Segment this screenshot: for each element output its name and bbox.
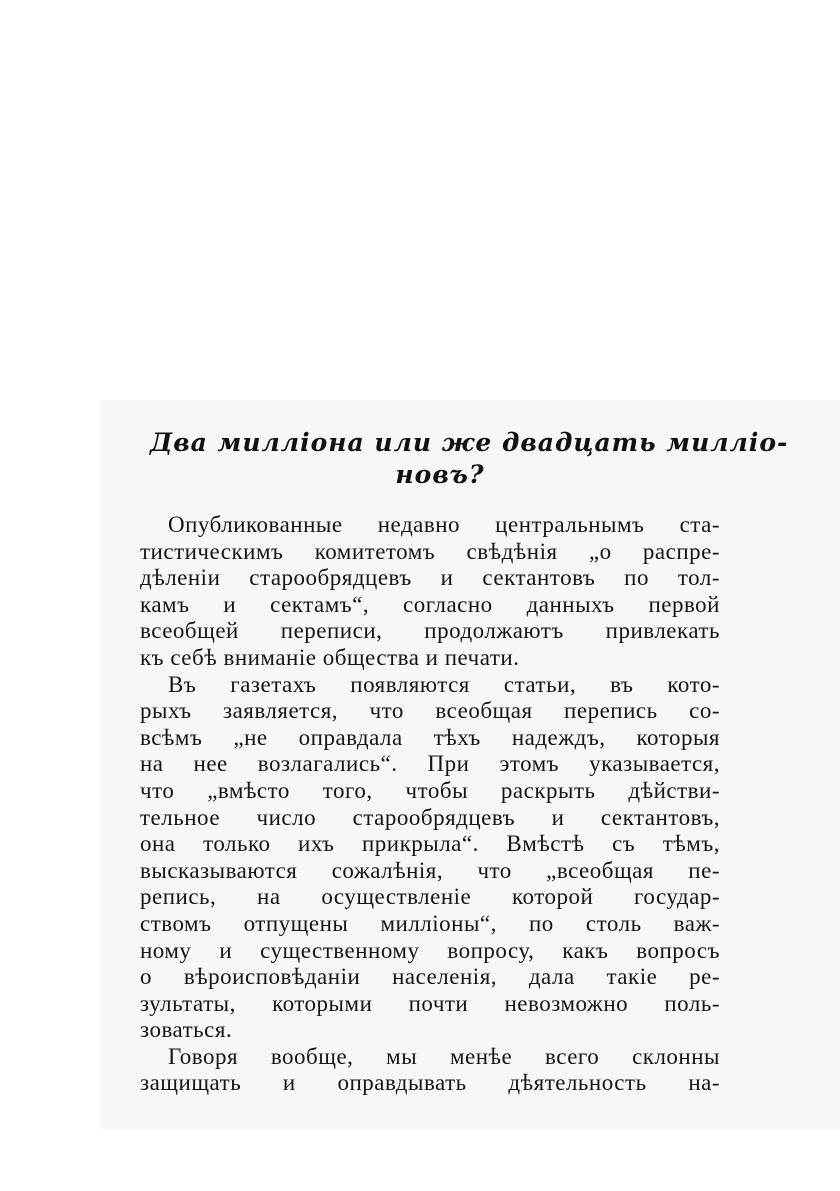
text-line: ствомъ отпущены милліоны“, по столь важ-	[140, 910, 720, 936]
text-line: она только ихъ прикрыла“. Вмѣстѣ съ тѣмъ,	[140, 831, 720, 857]
paragraph-1	[140, 512, 720, 672]
title-line-2: новъ?	[395, 460, 485, 489]
paragraph-2	[140, 672, 720, 1044]
text-line: рыхъ заявляется, что всеобщая перепись со-	[140, 698, 720, 724]
text-line: дѣленіи старообрядцевъ и сектантовъ по тол-	[140, 565, 720, 591]
text-line: зоваться.	[140, 1017, 233, 1043]
text-line: защищать и оправдывать дѣятельность на-	[140, 1070, 720, 1096]
text-line: тельное число старообрядцевъ и сектантовъ,	[140, 804, 720, 830]
text-line: высказываются сожалѣнія, что „всеобщая пе-	[140, 857, 720, 883]
text-line: всеобщей переписи, продолжаютъ привлекать	[140, 618, 720, 644]
text-line: Говоря вообще, мы менѣе всего склонны	[168, 1043, 720, 1069]
text-line: всѣмъ „не оправдала тѣхъ надеждъ, которыя	[140, 724, 720, 750]
paragraph-3	[140, 1044, 720, 1097]
text-line: камъ и сектамъ“, согласно данныхъ первой	[140, 591, 720, 617]
text-line: репись, на осуществленіе которой государ-	[140, 884, 720, 910]
text-line: о вѣроисповѣданіи населенія, дала такіе ре-	[140, 964, 720, 990]
article-body	[140, 512, 720, 1097]
text-line: на нее возлагались“. При этомъ указывается,	[140, 751, 720, 777]
text-line: ному и существенному вопросу, какъ вопросъ	[140, 937, 720, 963]
article-title	[150, 427, 789, 491]
text-line: къ себѣ вниманіе общества и печати.	[140, 644, 520, 670]
text-line: Въ газетахъ появляются статьи, въ кото-	[168, 671, 720, 697]
title-line-1: Два милліона или же двадцать милліо-	[150, 428, 789, 457]
text-line: тистическимъ комитетомъ свѣдѣнія „о распре-	[140, 538, 720, 564]
text-line: зультаты, которыми почти невозможно поль-	[140, 990, 720, 1016]
text-line: что „вмѣсто того, чтобы раскрыть дѣйстви-	[140, 777, 720, 803]
text-line: Опубликованные недавно центральнымъ ста-	[168, 512, 720, 537]
